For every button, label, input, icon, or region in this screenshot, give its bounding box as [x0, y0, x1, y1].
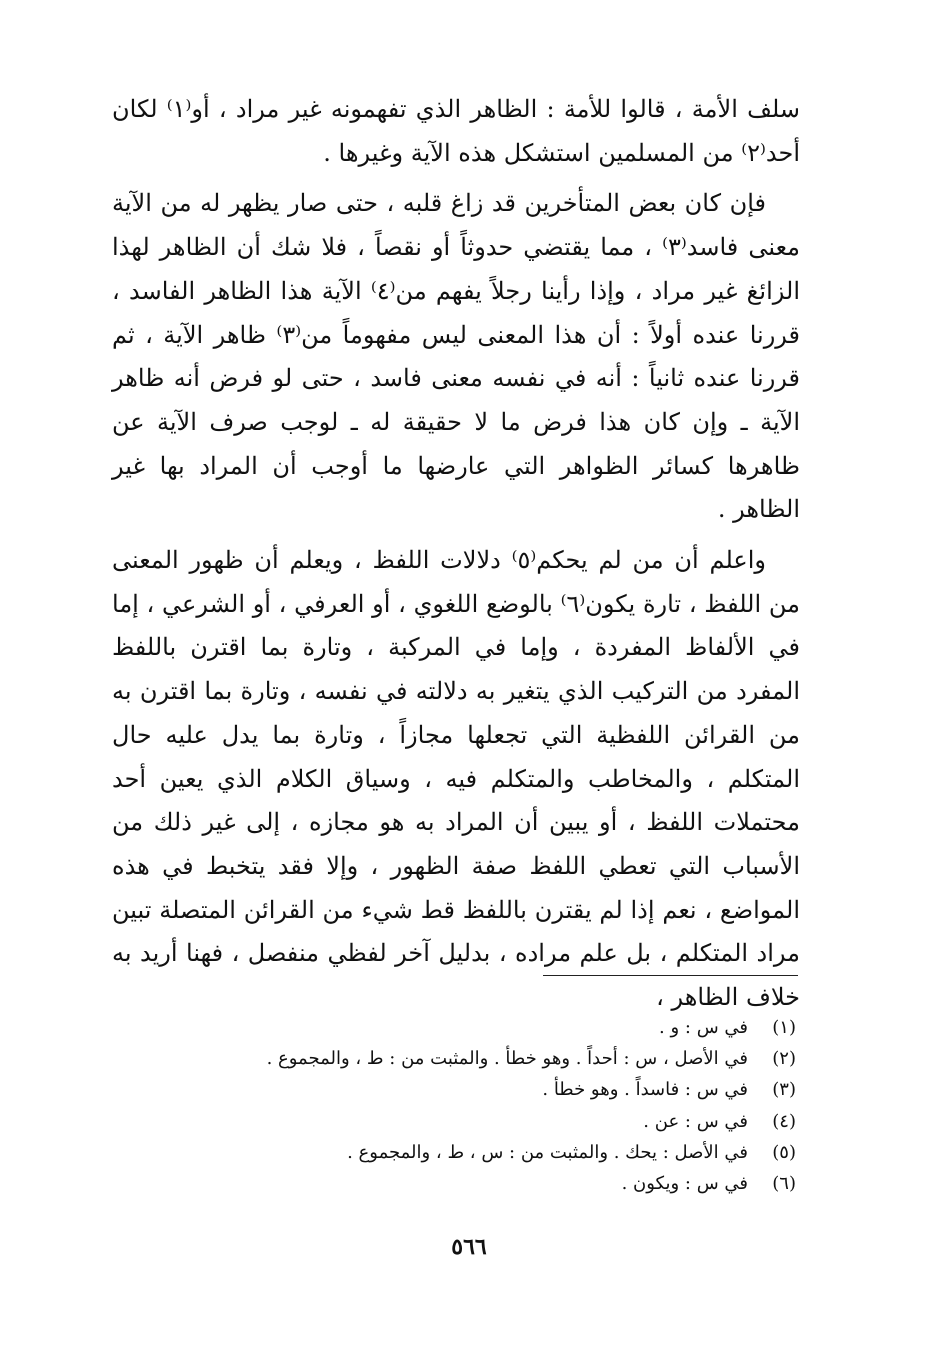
- paragraph: سلف الأمة ، قالوا للأمة : الظاهر الذي تفهمونه غير مراد ، أو⁽١⁾ لكان أحد⁽٢⁾ من المسلمين استشكل هذه الآية وغيرها .: [112, 95, 800, 167]
- footnote: [136, 1168, 796, 1199]
- footnote-number: (١): [772, 1017, 796, 1038]
- footnote-text: في س : و .: [659, 1017, 748, 1038]
- footnote-text: في س : فاسداً . وهو خطأ .: [542, 1079, 748, 1101]
- footnote: [136, 1012, 796, 1043]
- main-text: [112, 88, 800, 1020]
- footnote-text: في س : ويكون .: [621, 1173, 748, 1195]
- footnote-number: (٣): [772, 1079, 796, 1101]
- footnote-number: (٢): [772, 1048, 796, 1070]
- footnote-number: (٥): [772, 1141, 796, 1163]
- footnote-text: في الأصل : يحك . والمثبت من : س ، ط ، والمجموع .: [347, 1141, 748, 1163]
- footnote-number: (٦): [772, 1173, 796, 1195]
- footnote: [136, 1074, 796, 1105]
- footnote: [136, 1137, 796, 1168]
- footnote: [136, 1043, 796, 1074]
- paragraph: فإن كان بعض المتأخرين قد زاغ قلبه ، حتى صار يظهر له من الآية معنى فاسد⁽٣⁾ ، مما يقتضي حدوثاً أو نقصاً ، فلا شك أن الظاهر لهذا الزائغ غير مراد ، وإذا رأينا رجلاً يفهم من⁽٤⁾ الآية هذا الظاهر الفاسد ، قررنا عنده أولاً : أن هذا المعنى ليس مفهوماً من⁽٣⁾ ظاهر الآية ، ثم قررنا عنده ثانياً : أنه في نفسه معنى فاسد ، حتى لو فرض أنه ظاهر الآية ـ وإن كان هذا فرض ما لا حقيقة له ـ لوجب صرف الآية عن ظاهرها كسائر الظواهر التي عارضها ما أوجب أن المراد بها غير الظاهر .: [112, 189, 801, 524]
- footnote-text: في الأصل ، س : أحداً . وهو خطأ . والمثبت من : ط ، والمجموع .: [266, 1048, 748, 1070]
- footnote-text: في س : عن .: [643, 1110, 748, 1132]
- footnotes: [136, 1012, 796, 1199]
- footnote-number: (٤): [772, 1110, 796, 1132]
- footnote-divider: [543, 975, 798, 976]
- page-number: ٥٦٦: [451, 1234, 487, 1260]
- footnote: [136, 1106, 796, 1137]
- paragraph: واعلم أن من لم يحكم⁽٥⁾ دلالات اللفظ ، ويعلم أن ظهور المعنى من اللفظ ، تارة يكون⁽٦⁾ بالوضع اللغوي ، أو العرفي ، أو الشرعي ، إما في الألفاظ المفردة ، وإما في المركبة ، وتارة بما اقترن باللفظ المفرد من التركيب الذي يتغير به دلالته في نفسه ، وتارة بما اقترن به من القرائن اللفظية التي تجعلها مجازاً ، وتارة بما يدل عليه حال المتكلم ، والمخاطب والمتكلم فيه ، وسياق الكلام الذي يعين أحد محتملات اللفظ ، أو يبين أن المراد به هو مجازه ، إلى غير ذلك من الأسباب التي تعطي اللفظ صفة الظهور ، وإلا فقد يتخبط في هذه المواضع ، نعم إذا لم يقترن باللفظ قط شيء من القرائن المتصلة تبين مراد المتكلم ، بل علم مراده ، بدليل آخر لفظي منفصل ، فهنا أريد به خلاف الظاهر ،: [112, 546, 800, 1012]
